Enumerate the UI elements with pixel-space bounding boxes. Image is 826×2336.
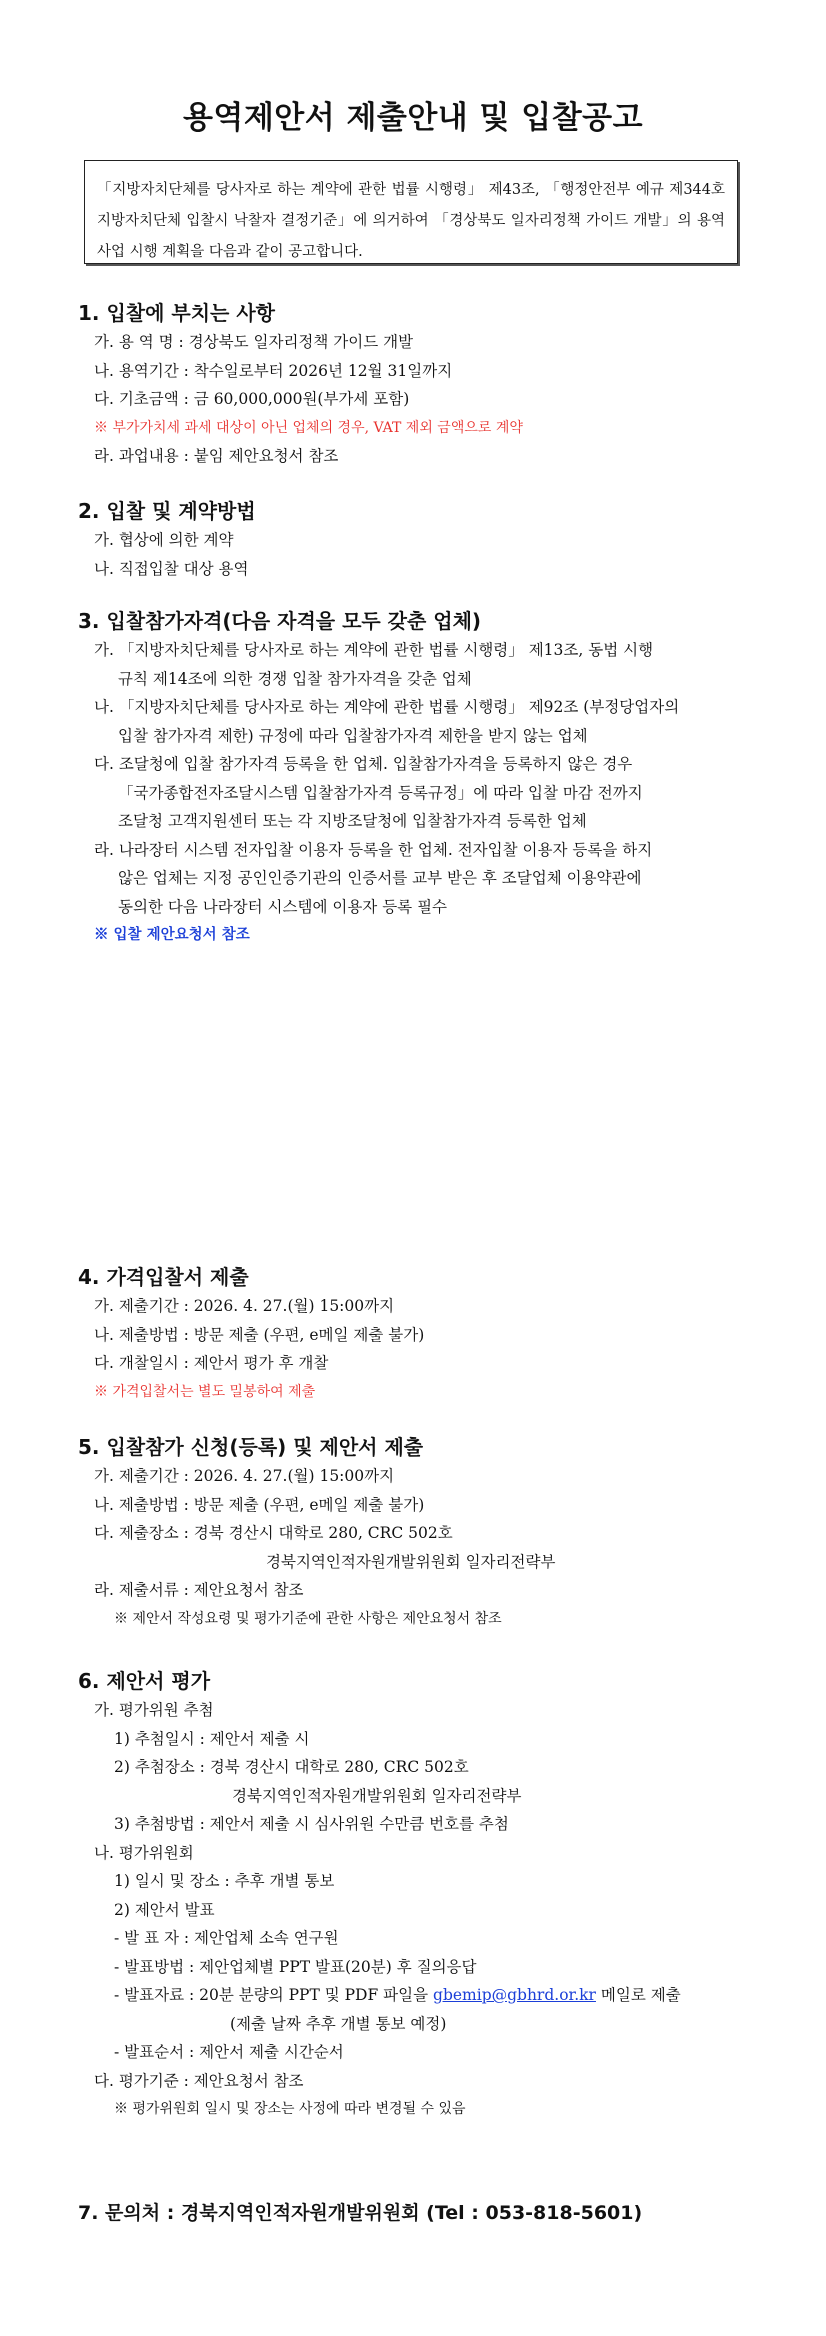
presenter: - 발 표 자 : 제안업체 소속 연구원 bbox=[114, 1929, 339, 1947]
section-6 bbox=[78, 1666, 778, 2124]
qualification-b-line2: 입찰 참가자격 제한) 규정에 따라 입찰참가자격 제한을 받지 않는 업체 bbox=[118, 726, 588, 745]
qualification-d-line1: 라. 나라장터 시스템 전자입찰 이용자 등록을 한 업체. 전자입찰 이용자 등록을 하지 bbox=[94, 840, 653, 859]
section-5 bbox=[78, 1432, 778, 1633]
presentation-materials-line2: (제출 날짜 추후 개별 통보 예정) bbox=[230, 2014, 447, 2033]
evaluation-criteria: 다. 평가기준 : 제안요청서 참조 bbox=[94, 2071, 304, 2090]
submission-place-line2: 경북지역인적자원개발위원회 일자리전략부 bbox=[266, 1552, 556, 1571]
presentation-materials bbox=[78, 1981, 778, 2010]
proposal-method: 나. 제출방법 : 방문 제출 (우편, e메일 제출 불가) bbox=[94, 1495, 425, 1514]
section-6-heading: 6. 제안서 평가 bbox=[78, 1669, 211, 1693]
proposal-deadline: 가. 제출기간 : 2026. 4. 27.(월) 15:00까지 bbox=[94, 1467, 395, 1485]
section-1-heading: 1. 입찰에 부치는 사항 bbox=[78, 301, 275, 325]
qualification-c-line2: 「국가종합전자조달시스템 입찰참가자격 등록규정」에 따라 입찰 마감 전까지 bbox=[118, 783, 643, 802]
evaluation-committee: 나. 평가위원회 bbox=[94, 1843, 194, 1862]
section-4-heading: 4. 가격입찰서 제출 bbox=[78, 1265, 249, 1289]
section-2 bbox=[78, 496, 778, 583]
section-5-heading: 5. 입찰참가 신청(등록) 및 제안서 제출 bbox=[78, 1435, 424, 1459]
section-2-heading: 2. 입찰 및 계약방법 bbox=[78, 499, 256, 523]
price-bid-method: 나. 제출방법 : 방문 제출 (우편, e메일 제출 불가) bbox=[94, 1325, 425, 1344]
service-period: 나. 용역기간 : 착수일로부터 2026년 12월 31일까지 bbox=[94, 361, 453, 380]
draw-date: 1) 추첨일시 : 제안서 제출 시 bbox=[114, 1729, 310, 1748]
intro-text: 「지방자치단체를 당사자로 하는 계약에 관한 법률 시행령」 제43조, 「행정안전부 예규 제344호 지방자치단체 입찰시 낙찰자 결정기준」에 의거하여 「경상북도 일자리정책 가이드 개발」의 용역사업 시행 계획을 다음과 같이 공고합니다. bbox=[97, 182, 725, 260]
draw-place-line2: 경북지역인적자원개발위원회 일자리전략부 bbox=[232, 1786, 522, 1805]
intro-box bbox=[84, 160, 738, 264]
section-4 bbox=[78, 1262, 778, 1406]
draw-method: 3) 추첨방법 : 제안서 제출 시 심사위원 수만큼 번호를 추첨 bbox=[114, 1815, 509, 1833]
rfp-reference-note: ※ 입찰 제안요청서 참조 bbox=[94, 926, 250, 943]
qualification-d-line2: 않은 업체는 지정 공인인증기관의 인증서를 교부 받은 후 조달업체 이용약관에 bbox=[118, 869, 642, 887]
section-3-heading: 3. 입찰참가자격(다음 자격을 모두 갖춘 업체) bbox=[78, 609, 482, 633]
contract-method: 가. 협상에 의한 계약 bbox=[94, 531, 234, 549]
page-title: 용역제안서 제출안내 및 입찰공고 bbox=[182, 100, 644, 136]
draw-place: 2) 추첨장소 : 경북 경산시 대학로 280, CRC 502호 bbox=[114, 1758, 469, 1776]
presentation-materials-text: - 발표자료 : 20분 분량의 PPT 및 PDF 파일을 bbox=[114, 1986, 434, 2004]
evaluator-draw: 가. 평가위원 추첨 bbox=[94, 1701, 214, 1719]
contact-info: 7. 문의처 : 경북지역인적자원개발위원회 (Tel : 053-818-5601) bbox=[78, 2202, 643, 2224]
schedule-change-note: ※ 평가위원회 일시 및 장소는 사정에 따라 변경될 수 있음 bbox=[114, 2101, 466, 2117]
qualification-c-line3: 조달청 고객지원센터 또는 각 지방조달청에 입찰참가자격 등록한 업체 bbox=[118, 812, 587, 830]
proposal-writing-note: ※ 제안서 작성요령 및 평가기준에 관한 사항은 제안요청서 참조 bbox=[114, 1610, 502, 1627]
task-scope: 라. 과업내용 : 붙임 제안요청서 참조 bbox=[94, 447, 339, 465]
bid-opening: 다. 개찰일시 : 제안서 평가 후 개찰 bbox=[94, 1354, 329, 1372]
committee-schedule: 1) 일시 및 장소 : 추후 개별 통보 bbox=[114, 1872, 335, 1890]
presentation-method: - 발표방법 : 제안업체별 PPT 발표(20분) 후 질의응답 bbox=[114, 1957, 477, 1976]
section-1 bbox=[78, 298, 778, 471]
qualification-a-line2: 규칙 제14조에 의한 경쟁 입찰 참가자격을 갖춘 업체 bbox=[118, 669, 472, 688]
section-3 bbox=[78, 606, 778, 950]
submission-place: 다. 제출장소 : 경북 경산시 대학로 280, CRC 502호 bbox=[94, 1524, 453, 1542]
bid-type: 나. 직접입찰 대상 용역 bbox=[94, 559, 249, 578]
qualification-b-line1: 나. 「지방자치단체를 당사자로 하는 계약에 관한 법률 시행령」 제92조 (부정당업자의 bbox=[94, 698, 680, 716]
qualification-a-line1: 가. 「지방자치단체를 당사자로 하는 계약에 관한 법률 시행령」 제13조, 동법 시행 bbox=[94, 641, 654, 659]
presentation-order: - 발표순서 : 제안서 제출 시간순서 bbox=[114, 2043, 344, 2061]
submission-documents: 라. 제출서류 : 제안요청서 참조 bbox=[94, 1581, 304, 1599]
sealed-bid-note: ※ 가격입찰서는 별도 밀봉하여 제출 bbox=[94, 1383, 316, 1400]
qualification-c-line1: 다. 조달청에 입찰 참가자격 등록을 한 업체. 입찰참가자격을 등록하지 않은 경우 bbox=[94, 755, 633, 773]
base-amount: 다. 기초금액 : 금 60,000,000원(부가세 포함) bbox=[94, 390, 410, 408]
email-link[interactable]: gbemip@gbhrd.or.kr bbox=[433, 1986, 596, 2004]
price-bid-deadline: 가. 제출기간 : 2026. 4. 27.(월) 15:00까지 bbox=[94, 1297, 395, 1315]
vat-note: ※ 부가가치세 과세 대상이 아닌 업체의 경우, VAT 제외 금액으로 계약 bbox=[94, 419, 523, 436]
presentation-materials-suffix: 메일로 제출 bbox=[595, 1986, 681, 2004]
qualification-d-line3: 동의한 다음 나라장터 시스템에 이용자 등록 필수 bbox=[118, 897, 448, 916]
proposal-presentation: 2) 제안서 발표 bbox=[114, 1900, 215, 1919]
service-name: 가. 용 역 명 : 경상북도 일자리정책 가이드 개발 bbox=[94, 333, 414, 351]
